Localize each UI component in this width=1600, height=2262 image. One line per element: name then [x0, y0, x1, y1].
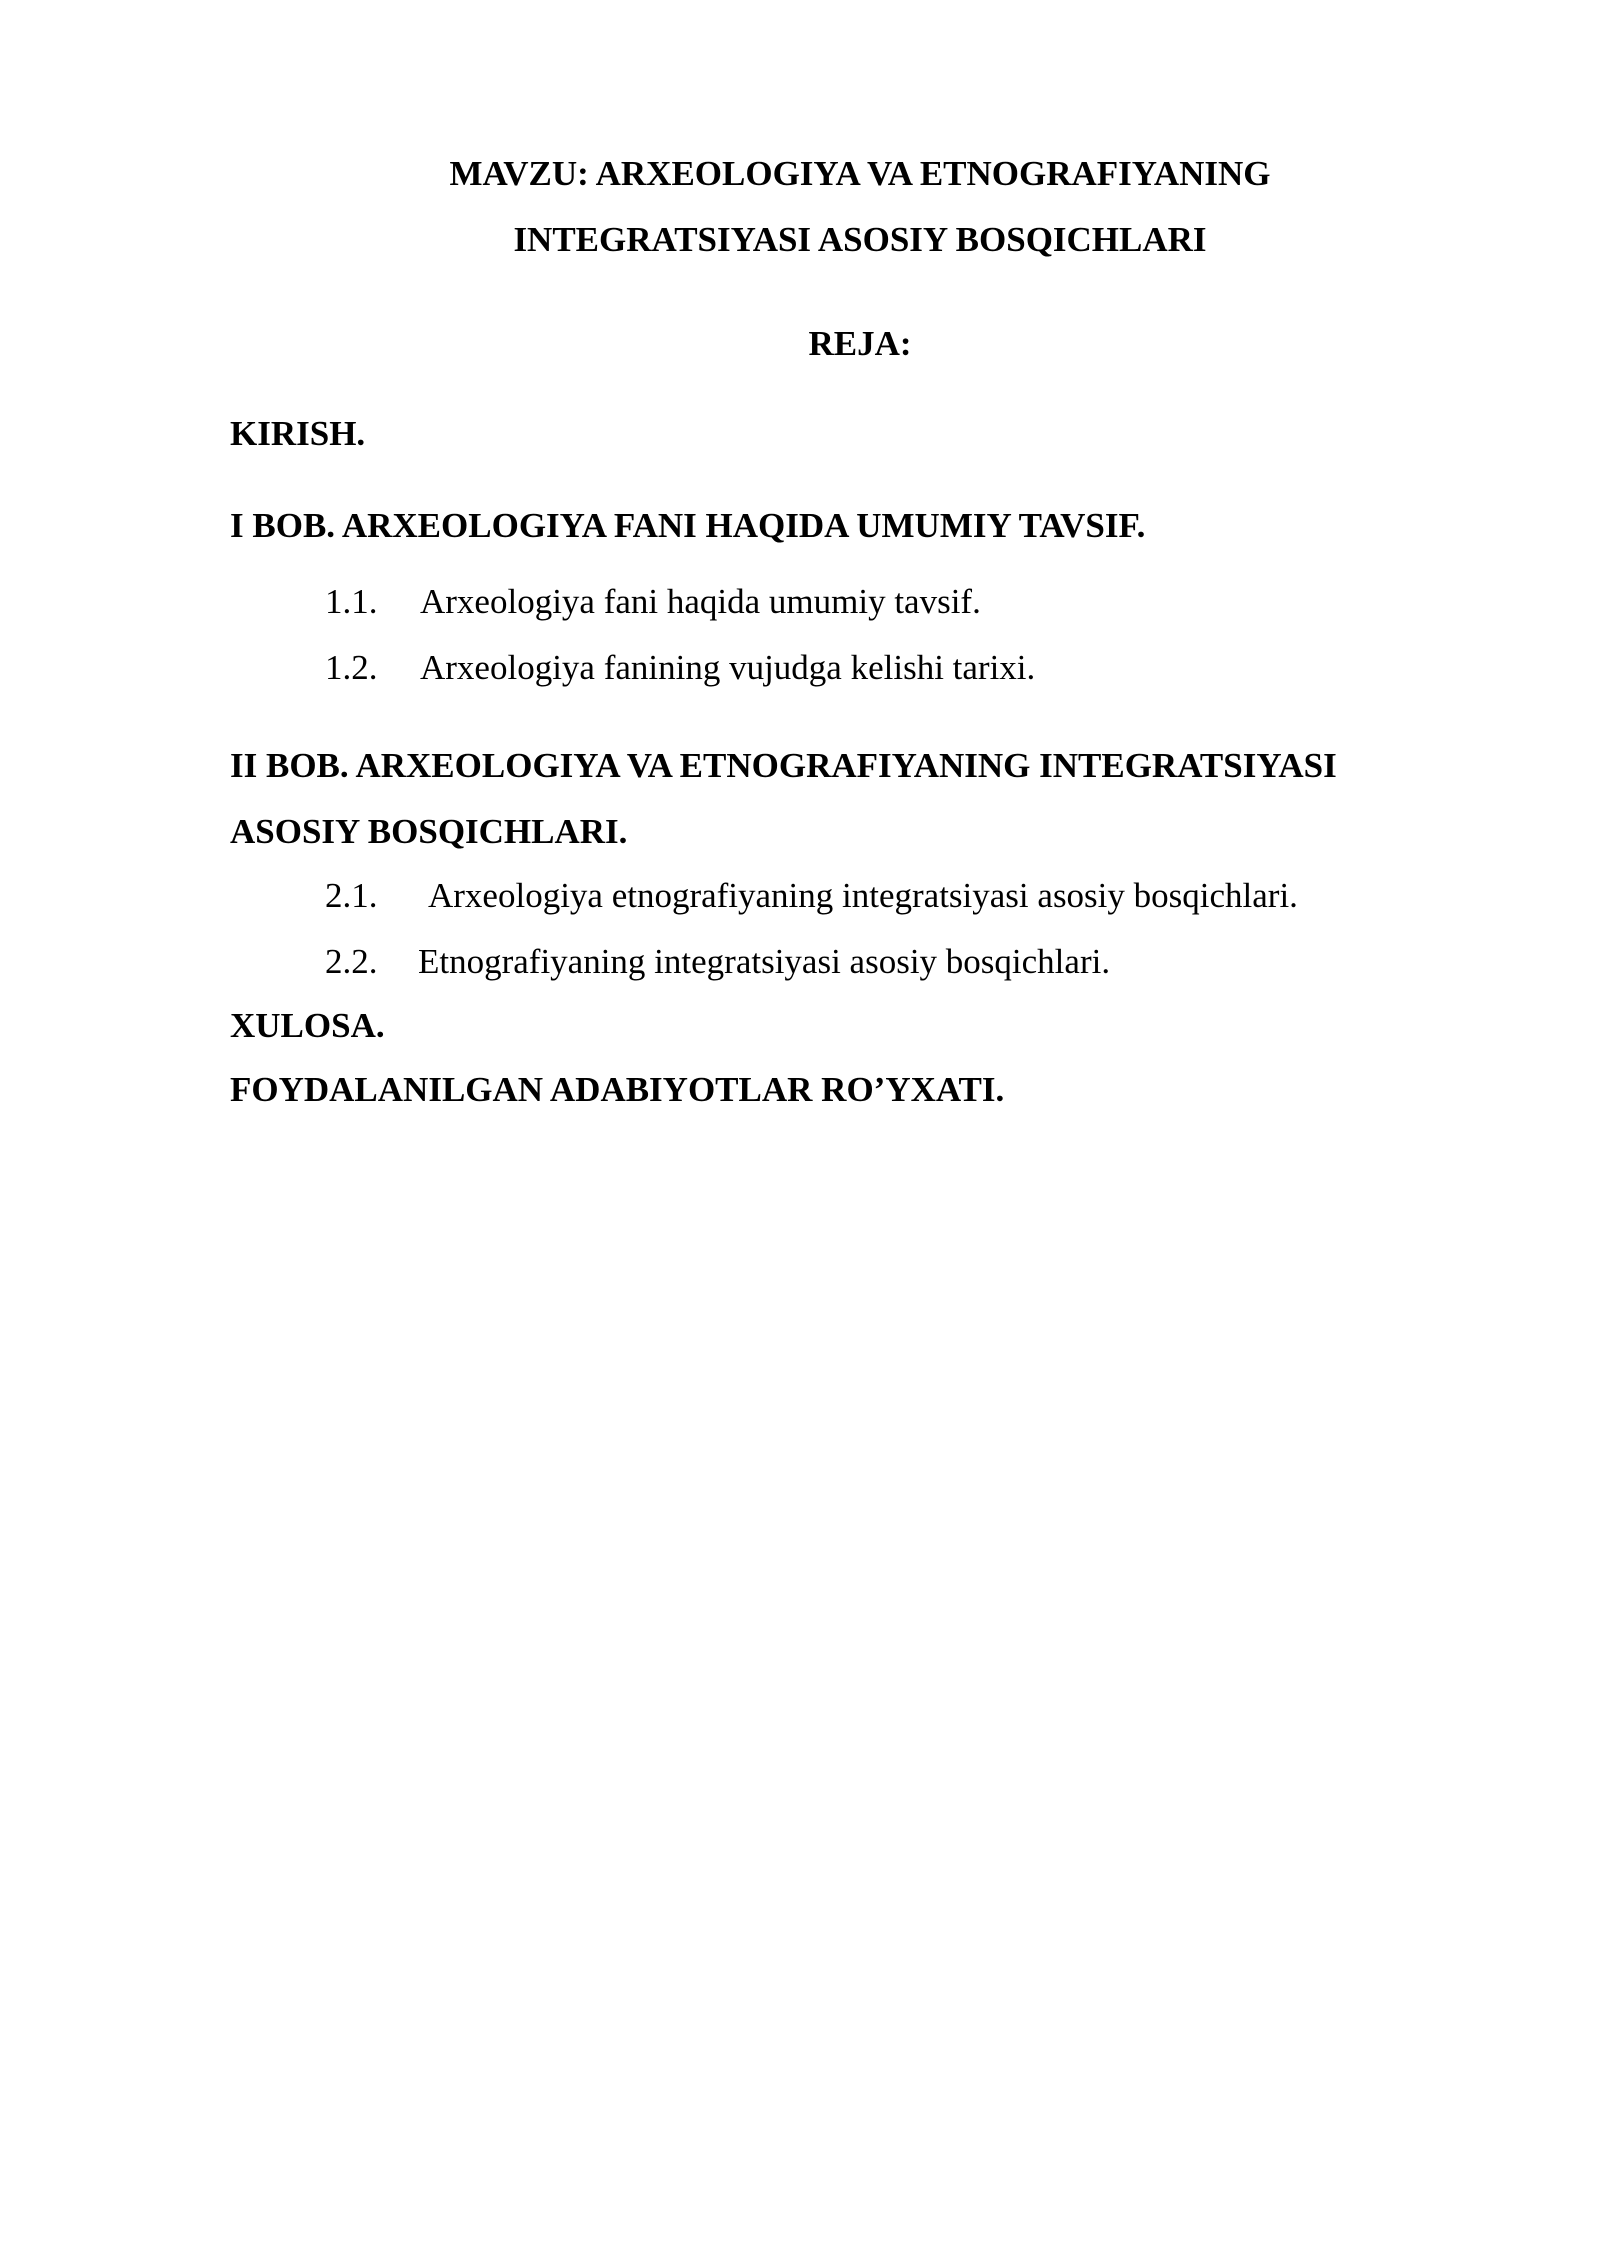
section-1-2-title: Arxeologiya fanining vujudga kelishi tarixi.	[420, 648, 1036, 687]
section-2-1-title: Arxeologiya etnografiyaning integratsiyasi asosiy bosqichlari.	[428, 876, 1298, 915]
section-1-1-title: Arxeologiya fani haqida umumiy tavsif.	[420, 582, 981, 621]
chapter-1-title: I BOB. ARXEOLOGIYA FANI HAQIDA UMUMIY TAVSIF.	[230, 506, 1146, 545]
chapter-2-title-line-2: ASOSIY BOSQICHLARI.	[230, 812, 628, 851]
document-title-line-1: MAVZU: ARXEOLOGIYA VA ETNOGRAFIYANING	[449, 154, 1271, 193]
intro-heading: KIRISH.	[230, 414, 366, 453]
document-title-line-2: INTEGRATSIYASI ASOSIY BOSQICHLARI	[513, 220, 1207, 259]
section-2-2-number: 2.2.	[325, 942, 378, 981]
section-1-2-number: 1.2.	[325, 648, 378, 687]
section-1-1-number: 1.1.	[325, 582, 378, 621]
section-2-2-title: Etnografiyaning integratsiyasi asosiy bosqichlari.	[418, 942, 1111, 981]
conclusion-heading: XULOSA.	[230, 1006, 385, 1045]
references-heading: FOYDALANILGAN ADABIYOTLAR RO’YXATI.	[230, 1070, 1005, 1109]
chapter-2-title-line-1: II BOB. ARXEOLOGIYA VA ETNOGRAFIYANING INTEGRATSIYASI	[230, 746, 1337, 785]
section-2-1-number: 2.1.	[325, 876, 378, 915]
plan-heading: REJA:	[808, 324, 912, 363]
